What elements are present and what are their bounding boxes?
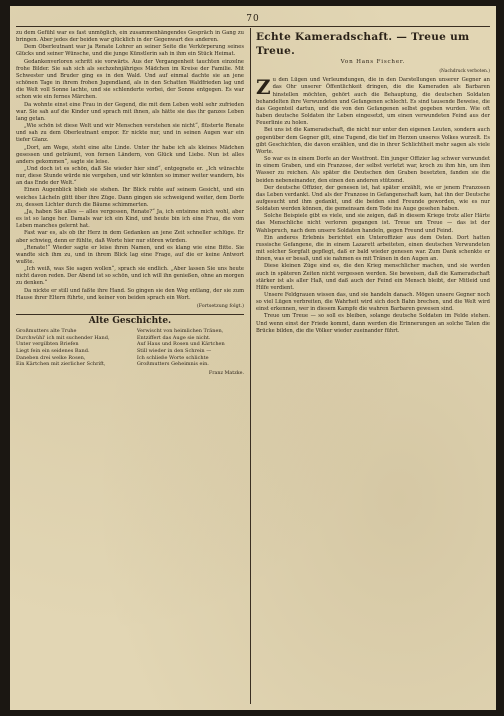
poem-line: Daneben drei welke Rosen,: [16, 354, 86, 361]
left-paragraph: Einen Augenblick blieb sie stehen. Ihr Blick ruhte auf seinem Gesicht, und ein weiches Lächeln glitt über ihre Züge. Dann gingen sie schweigend weiter, dem Dorfe zu, dessen Lichter durch die Bäume schimmerten.: [16, 187, 244, 208]
left-paragraph: „Renate!“ Wieder sagte er leise ihren Namen, und es klang wie eine Bitte. Sie wandte sich ihm zu, und in ihrem Blick lag eine Frage, auf die er keine Antwort wußte.: [16, 244, 244, 265]
poem-line: Unter vergilbten Briefen: [16, 341, 79, 348]
drop-cap: Z: [256, 75, 271, 100]
article-text: [256, 77, 490, 335]
article-paragraph: Solche Beispiele gibt es viele, und sie zeigen, daß in diesem Kriege trotz aller Härte das Menschliche nicht verloren gegangen ist. Treue um Treue — das ist der Wahlspruch, nach dem unsere Soldaten handeln, gegen Freund und Feind.: [256, 213, 490, 234]
article-paragraph: Diese kleinen Züge sind es, die den Krieg menschlicher machen, und sie werden auch in späteren Zeiten nicht vergessen werden. Sie beweisen, daß die Kameradschaft stärker ist als aller Haß, und daß auch der Feind ein Mensch bleibt, der Mitleid und Hilfe verdient.: [256, 263, 490, 291]
article-paragraph: Ein anderes Erlebnis berichtet ein Unteroffizier aus dem Osten. Dort hatten russische Gefangene, die in einem Lazarett arbeiteten, einen deutschen Verwundeten mit solcher Sorgfalt gepflegt, daß er bald wieder genesen war. Zum Dank schenkte er ihnen, was er besaß, und sie nahmen es mit Tränen in den Augen an.: [256, 234, 490, 263]
column-divider: [250, 28, 251, 704]
poem-line: Auf Haus und Rosen und Kärtchen: [136, 341, 225, 348]
article-paragraph: [256, 77, 490, 127]
poem-line: Verwischt von heimlichen Tränen,: [136, 328, 224, 335]
poem-stanza-right: [137, 328, 244, 368]
poem: [16, 328, 244, 368]
article-paragraph: So war es in einem Dorfe an der Westfront. Ein junger Offizier lag schwer verwundet in einem Graben, und ein Franzose, der selbst verletzt war, kroch zu ihm hin, um ihm Wasser zu reichen. Als später die Deutschen den Graben besetzten, fanden sie die beiden nebeneinander, den einen den anderen stützend.: [256, 156, 490, 184]
article-paragraph: Bei uns ist die Kameradschaft, die nicht nur unter den eigenen Leuten, sondern auch gegenüber dem Gegner gilt, eine Tugend, die tief im Herzen unseres Volkes wurzelt. Es gibt Geschichten, die davon erzählen, und die in ihrer Schlichtheit mehr sagen als viele Worte.: [256, 127, 490, 155]
left-paragraph: Fast war es, als ob ihr Herz in dem Gedanken an jene Zeit schneller schlüge. Er aber schwieg, denn er fühlte, daß Worte hier nur stören würden.: [16, 230, 244, 244]
left-story-text: [16, 30, 244, 302]
right-column: [256, 30, 490, 335]
continuation-note: (Fortsetzung folgt.): [196, 303, 244, 309]
poem-line: Still wieder in den Schrein —: [136, 348, 212, 355]
poem-line: Großmutters Geheimnis ein.: [136, 361, 209, 368]
left-column: [16, 30, 244, 377]
poem-line: Ich schließe Worte schlichte: [136, 354, 209, 361]
left-paragraph: Gedankenverloren schritt sie vorwärts. Aus der Vergangenheit tauchten einzelne frohe Bilder. Sie sah sich als sechzehnjähriges Mädchen im Kreise der Familie. Mit Schwester und Bruder ging es in den Wald. Und auf einmal dachte sie an jene schönen Tage in ihrem frohen Jugendland, als in den Schatten Waldfrieden lag und die Welt voll Sonne lachte, und sie schlenderte vorbei, der Sonne entgegen. Es war schon wie ein fernes Märchen.: [16, 58, 244, 101]
article-byline: Von Hans Fischer.: [340, 59, 406, 65]
poem-line: Entziffert das Auge sie nicht.: [136, 334, 211, 341]
newspaper-page: [10, 6, 496, 710]
left-paragraph: „Dort, am Wege, steht eine alte Linde. Unter ihr habe ich als kleines Mädchen gesessen und geträumt, von fernen Ländern, von Glück und Liebe. Nun ist alles anders gekommen“, sagte sie leise.: [16, 144, 244, 165]
article-paragraph: Treue um Treue — so soll es bleiben, solange deutsche Soldaten im Felde stehen. Und wenn einst der Friede kommt, dann werden die Erinnerungen an solche Taten die Brücke bilden, die die Völker wieder zueinander führt.: [256, 313, 490, 334]
poem-title: Alte Geschichte.: [88, 316, 172, 327]
article-paragraph-text: u den Lügen und Verleumdungen, die in den Darstellungen unserer Gegner an das Ohr unserer Öffentlichkeit dringen, die die Kameraden als Barbaren hinstellen möchten, gehört auch die Behauptung, die deutschen Soldaten behandelten ihre Verwundeten und Gefangenen schlecht. Es sind tausende Beweise, die das Gegenteil dartun, und die von den Gefangenen selbst gegeben wurden. Wie oft haben deutsche Soldaten ihr Leben eingesetzt, um einen verwundeten Feind aus der Feuerlinie zu holen.: [256, 77, 490, 127]
article-title: Echte Kameradschaft. — Treue um Treue.: [256, 31, 470, 57]
left-paragraph: zu dem Gefühl war es fast unmöglich, ein zusammenhängendes Gespräch in Gang zu bringen. Aber jedes der beiden war glücklich in der Gegenwart des anderen.: [16, 30, 244, 44]
left-paragraph: „Ja, haben Sie alles — alles vergessen, Renate?“ Ja, ich entsinne mich wohl, aber es ist so lange her. Damals war ich ein Kind, und heute bin ich eine Frau, die vom Leben manches gelernt hat.: [16, 208, 244, 230]
left-paragraph: Dem Oberleutnant war ja Renate Lohrer an seiner Seite die Verkörperung seines Glücks und seiner Wünsche, und die junge Künstlerin sah in ihm ein Stück Heimat.: [16, 44, 244, 58]
poem-line: Liegt fein ein seidenes Band.: [16, 348, 90, 355]
poem-line: Großmutters alte Truhe: [16, 328, 77, 335]
left-paragraph: „Und doch ist es schön, daß Sie wieder hier sind“, entgegnete er. „Ich wünschte nur, diese Stunde würde nie vergehen, und wir könnten so immer weiter wandern, bis an das Ende der Welt.“: [16, 165, 244, 187]
page-number: 70: [246, 14, 260, 24]
poem-line: Ein Kärtchen mit zierlicher Schrift,: [16, 361, 106, 368]
reprint-note: (Nachdruck verboten.): [439, 69, 490, 75]
article-paragraph: Der deutsche Offizier, der genesen ist, hat später erzählt, wie er jenem Franzosen das Leben verdankt. Und als der Franzose in Gefangenschaft kam, hat ihn der Deutsche aufgesucht und ihm gedankt, und die beiden sind Freunde geworden, wie es nur Soldaten werden können, die gemeinsam dem Tode ins Auge gesehen haben.: [256, 184, 490, 213]
header-rule: [16, 26, 490, 27]
poem-line: Durchwühl' ich mit suchender Hand,: [16, 334, 110, 341]
left-paragraph: Da nickte er still und faßte ihre Hand. So gingen sie den Weg entlang, der sie zum Hause ihrer Eltern führte, und keiner von beiden sprach ein Wort.: [16, 287, 244, 301]
article-paragraph: Unsere Feldgrauen wissen das, und sie handeln danach. Mögen unsere Gegner noch so viel Lügen verbreiten, die Wahrheit wird sich doch Bahn brechen, und die Welt wird einst erkennen, wer in diesem Kampfe die wahren Barbaren gewesen sind.: [256, 292, 490, 313]
left-paragraph: „Wie schön ist diese Welt und wir Menschen verstehen sie nicht“, flüsterte Renate und sah zu dem Oberleutnant empor. Er nickte nur, und in seinen Augen war ein tiefer Glanz.: [16, 123, 244, 144]
poem-stanza-left: [16, 328, 123, 368]
section-separator: [16, 314, 244, 315]
poem-author: Franz Matzke.: [208, 370, 244, 376]
left-paragraph: „Ich weiß, was Sie sagen wollen“, sprach sie endlich. „Aber lassen Sie uns heute nicht davon reden. Der Abend ist so schön, und ich will ihn genießen, ohne an morgen zu denken.“: [16, 266, 244, 287]
left-paragraph: Da wohnte einst eine Frau in der Gegend, die mit dem Leben wohl sehr zufrieden war. Sie sah auf die Kinder und sprach mit ihnen, als hätte sie das ihr ganzes Leben lang getan.: [16, 101, 244, 122]
